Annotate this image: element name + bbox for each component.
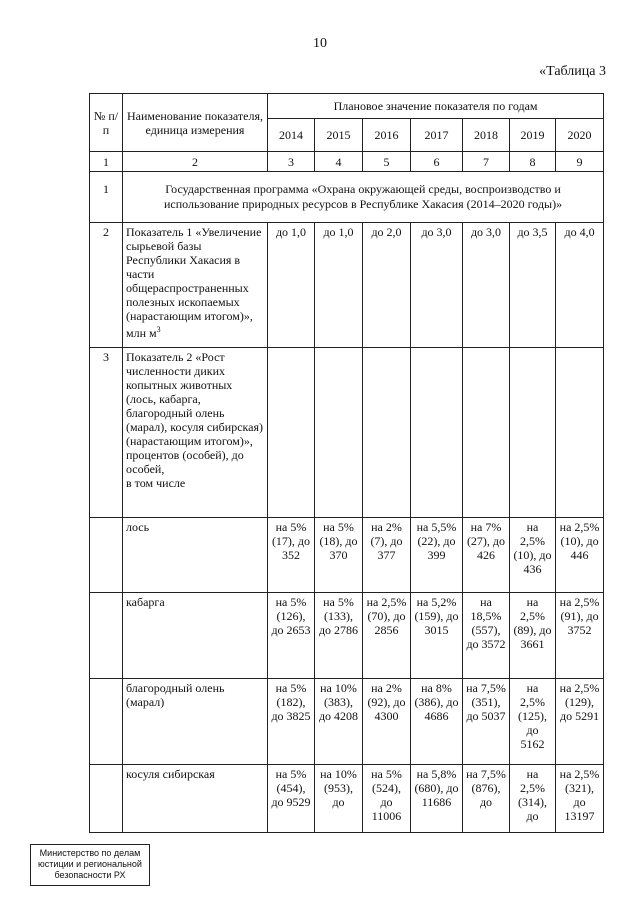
table-reference: «Таблица 3 <box>539 64 606 79</box>
indicator1-value: до 2,0 <box>363 223 411 348</box>
animal-value: на 2,5% (89), до 3661 <box>510 593 556 679</box>
header-year: 2016 <box>363 119 411 152</box>
header-year: 2014 <box>268 119 315 152</box>
header-year: 2020 <box>556 119 604 152</box>
indicator-table <box>89 93 604 833</box>
animal-value: на 2,5% (70), до 2856 <box>363 593 411 679</box>
program-row-num: 1 <box>90 172 123 223</box>
animal-value: на 7% (27), до 426 <box>463 518 510 593</box>
animal-value: на 5,5% (22), до 399 <box>411 518 463 593</box>
animal-name: лось <box>123 518 268 593</box>
animal-value: на 2% (7), до 377 <box>363 518 411 593</box>
header-year: 2019 <box>510 119 556 152</box>
indicator1-value: до 1,0 <box>268 223 315 348</box>
animal-value: на 7,5% (876), до <box>463 765 510 833</box>
animal-value: на 2,5% (321), до 13197 <box>556 765 604 833</box>
indicator2-name-text: Показатель 2 «Рост численности диких копытных животных (лось, кабарга, благородный олень (марал), косуля сибирская) (нарастающим итогом)», процентов (особей), до особей, <box>126 350 264 476</box>
animal-value: на 2,5% (314), до <box>510 765 556 833</box>
animal-value: на 7,5% (351), до 5037 <box>463 679 510 765</box>
column-index: 4 <box>315 152 363 172</box>
header-year: 2017 <box>411 119 463 152</box>
animal-value: на 2% (92), до 4300 <box>363 679 411 765</box>
animal-name: благородный олень (марал) <box>123 679 268 765</box>
animal-value: на 2,5% (129), до 5291 <box>556 679 604 765</box>
column-index: 3 <box>268 152 315 172</box>
animal-value: на 5% (454), до 9529 <box>268 765 315 833</box>
program-title: Государственная программа «Охрана окружающей среды, воспроизводство и использование природных ресурсов в Республике Хакасия (2014–2020 годы)» <box>123 172 604 223</box>
indicator2-name-tail: в том числе <box>126 476 186 490</box>
indicator2-name <box>123 348 268 518</box>
column-index: 9 <box>556 152 604 172</box>
header-year: 2018 <box>463 119 510 152</box>
header-name: Наименование показателя, единица измерения <box>123 94 268 152</box>
indicator2-num: 3 <box>90 348 123 518</box>
indicator1-name <box>123 223 268 348</box>
column-index: 2 <box>123 152 268 172</box>
indicator1-value: до 3,0 <box>463 223 510 348</box>
indicator1-value: до 3,0 <box>411 223 463 348</box>
indicator1-value: до 1,0 <box>315 223 363 348</box>
animal-value: на 10% (953), до <box>315 765 363 833</box>
indicator1-name-text: Показатель 1 «Увеличение сырьевой базы Республики Хакасия в части общераспространенных полезных ископаемых (нарастающим итогом)», млн м <box>126 225 262 340</box>
indicator1-unit-sup: 3 <box>156 325 161 334</box>
column-index: 5 <box>363 152 411 172</box>
animal-value: на 5% (182), до 3825 <box>268 679 315 765</box>
animal-value: на 5% (17), до 352 <box>268 518 315 593</box>
indicator1-value: до 4,0 <box>556 223 604 348</box>
ministry-stamp: Министерство по делам юстиции и региональной безопасности РХ <box>30 844 150 886</box>
column-index: 8 <box>510 152 556 172</box>
column-index: 1 <box>90 152 123 172</box>
header-num: № п/п <box>90 94 123 152</box>
header-year: 2015 <box>315 119 363 152</box>
animal-value: на 5,8% (680), до 11686 <box>411 765 463 833</box>
animal-value: на 5% (126), до 2653 <box>268 593 315 679</box>
column-index: 6 <box>411 152 463 172</box>
animal-value: на 18,5% (557), до 3572 <box>463 593 510 679</box>
animal-value: на 5% (18), до 370 <box>315 518 363 593</box>
header-planned: Плановое значение показателя по годам <box>268 94 604 119</box>
animal-value: на 2,5% (10), до 446 <box>556 518 604 593</box>
animal-value: на 5,2% (159), до 3015 <box>411 593 463 679</box>
animal-value: на 5% (524), до 11006 <box>363 765 411 833</box>
animal-value: на 5% (133), до 2786 <box>315 593 363 679</box>
indicator1-value: до 3,5 <box>510 223 556 348</box>
page-number: 10 <box>313 36 327 51</box>
animal-value: на 10% (383), до 4208 <box>315 679 363 765</box>
animal-value: на 2,5% (10), до 436 <box>510 518 556 593</box>
indicator1-num: 2 <box>90 223 123 348</box>
animal-name: косуля сибирская <box>123 765 268 833</box>
animal-value: на 2,5% (91), до 3752 <box>556 593 604 679</box>
animal-value: на 2,5% (125), до 5162 <box>510 679 556 765</box>
column-index: 7 <box>463 152 510 172</box>
animal-value: на 8% (386), до 4686 <box>411 679 463 765</box>
animal-name: кабарга <box>123 593 268 679</box>
